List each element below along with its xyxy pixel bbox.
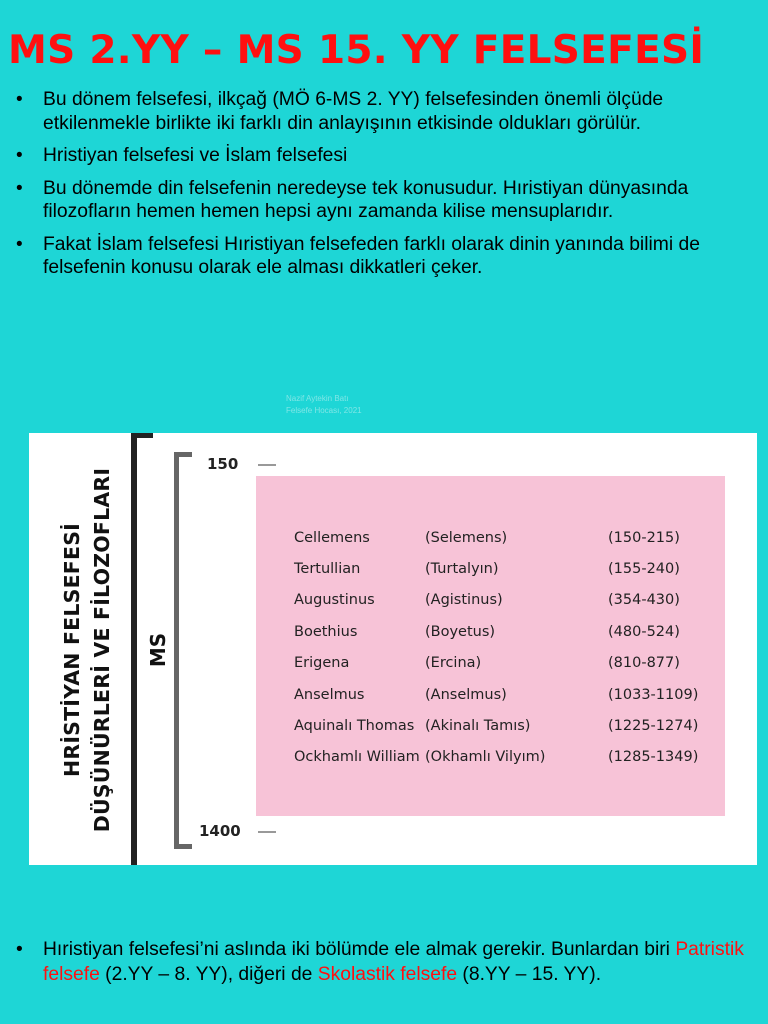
philosopher-name: Cellemens	[294, 529, 370, 546]
bullet-icon: •	[16, 145, 23, 166]
table-row	[294, 522, 698, 553]
list-item	[14, 88, 758, 135]
timeline-axis-cap	[131, 433, 153, 438]
philosopher-name: Ockhamlı William	[294, 749, 420, 766]
watermark	[286, 393, 362, 417]
philosopher-years: (354-430)	[608, 592, 680, 609]
year-end: 1400	[199, 822, 241, 840]
table-row	[294, 616, 698, 647]
philosopher-pronunciation: (Akinalı Tamıs)	[425, 718, 531, 735]
philosopher-name: Anselmus	[294, 686, 365, 703]
table-row	[294, 742, 698, 773]
bottom-text: Hıristiyan felsefesi’ni aslında iki bölümde ele almak gerekir. Bunlardan biri	[43, 939, 676, 960]
year-end-tick	[258, 831, 276, 833]
page-title: MS 2.YY – MS 15. YY FELSEFESİ	[8, 28, 705, 73]
philosopher-name: Augustinus	[294, 592, 375, 609]
philosophers-table	[294, 522, 698, 773]
watermark-line: Felsefe Hocası, 2021	[286, 406, 362, 415]
philosopher-name: Tertullian	[294, 561, 361, 578]
figure-side-title	[57, 450, 127, 850]
philosopher-years: (480-524)	[608, 623, 680, 640]
philosopher-years: (150-215)	[608, 529, 680, 546]
bullet-icon: •	[16, 233, 23, 255]
philosopher-years: (1285-1349)	[608, 749, 699, 766]
philosopher-pronunciation: (Okhamlı Vilyım)	[425, 749, 546, 766]
table-row	[294, 585, 698, 616]
philosopher-years: (155-240)	[608, 561, 680, 578]
bullet-text: Bu dönemde din felsefenin neredeyse tek konusudur. Hıristiyan dünyasında filozofların hemen hemen hepsi aynı zamanda kilise mensuplarıdır.	[43, 177, 689, 222]
side-title-line: DÜŞÜNÜRLERİ VE FİLOZOFLARI	[90, 467, 114, 833]
philosopher-pronunciation: (Ercina)	[425, 655, 482, 672]
bottom-text: (2.YY – 8. YY), diğeri de	[99, 964, 318, 985]
list-item	[14, 177, 758, 224]
table-row	[294, 553, 698, 584]
list-item	[14, 233, 758, 280]
philosopher-name: Aquinalı Thomas	[294, 718, 415, 735]
philosopher-pronunciation: (Selemens)	[425, 529, 508, 546]
philosopher-years: (1225-1274)	[608, 718, 699, 735]
skolastik-highlight: Skolastik felsefe	[317, 964, 458, 985]
bullet-text: Bu dönem felsefesi, ilkçağ (MÖ 6-MS 2. YY) felsefesinden önemli ölçüde etkilenmekle birlikte iki farklı din anlayışının etkisinde oldukları görülür.	[43, 89, 664, 134]
year-start: 150	[207, 455, 239, 473]
era-label: MS	[146, 632, 170, 668]
bullet-text: Fakat İslam felsefesi Hıristiyan felsefeden farklı olarak dinin yanında bilimi de felsefenin konusu olarak ele alması dikkatleri çeker.	[43, 233, 700, 278]
philosopher-pronunciation: (Agistinus)	[425, 592, 503, 609]
philosopher-pronunciation: (Boyetus)	[425, 623, 496, 640]
watermark-line: Nazif Aytekin Batı	[286, 394, 349, 403]
bullet-text: Hristiyan felsefesi ve İslam felsefesi	[43, 145, 348, 166]
philosopher-years: (1033-1109)	[608, 686, 699, 703]
philosopher-pronunciation: (Anselmus)	[425, 686, 507, 703]
patristik-highlight: Patristik felsefe	[43, 939, 744, 985]
philosopher-years: (810-877)	[608, 655, 680, 672]
bottom-text: (8.YY – 15. YY).	[457, 964, 602, 985]
list-item	[14, 144, 758, 168]
bullet-icon: •	[16, 177, 23, 199]
table-row	[294, 648, 698, 679]
bullet-icon: •	[16, 939, 23, 960]
philosopher-name: Erigena	[294, 655, 350, 672]
period-bracket	[174, 452, 192, 849]
table-row	[294, 710, 698, 741]
philosopher-pronunciation: (Turtalyın)	[425, 561, 499, 578]
bottom-note	[14, 937, 758, 987]
side-title-line: HRİSTİYAN FELSEFESİ	[60, 522, 84, 778]
year-start-tick	[258, 464, 276, 466]
bullet-icon: •	[16, 89, 23, 110]
timeline-axis	[131, 433, 137, 865]
bullet-list	[14, 88, 758, 289]
table-row	[294, 679, 698, 710]
philosopher-name: Boethius	[294, 623, 358, 640]
